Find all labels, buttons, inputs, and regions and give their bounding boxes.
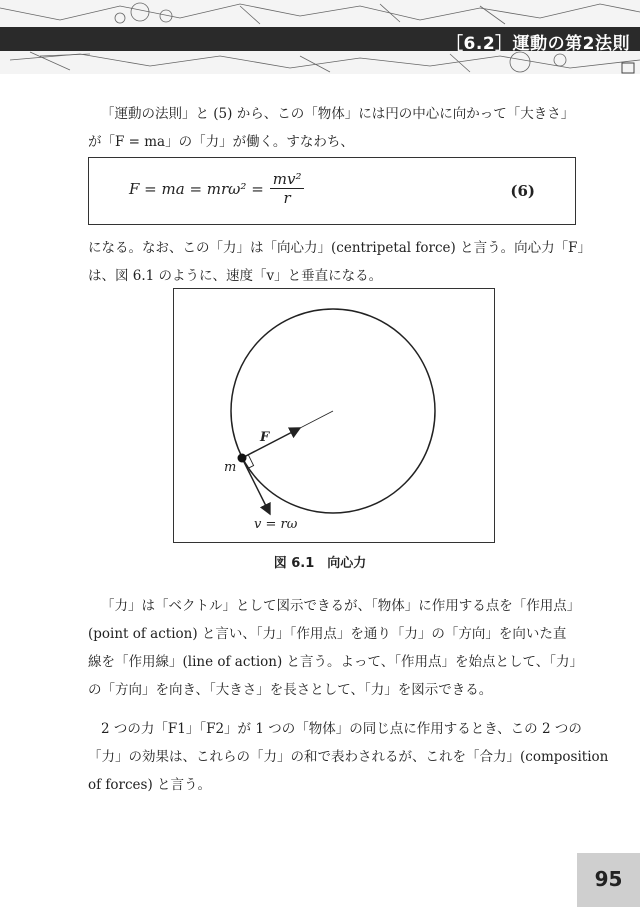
paragraph-2 [88,234,591,290]
force-label: F [260,430,270,445]
equation-fraction [270,170,305,207]
mass-point [238,454,247,463]
paragraph-2-line-1: になる。なお、この「力」は「向心力」(centripetal force) と言う。向心力「F」 [88,240,591,256]
paragraph-3-line-3: 線を「作用線」(line of action) と言う。よって、「作用点」を始点として、「力」 [88,654,583,670]
paragraph-4-line-2: 「力」の効果は、これらの「力」の和で表わされるが、これを「合力」(composition [88,749,609,765]
equation-denominator: r [283,189,291,207]
equation-box [88,157,576,225]
paragraph-3-line-2: (point of action) と言い、「力」「作用点」を通り「力」の「方向」を向いた直 [88,626,567,642]
velocity-label: v = rω [254,517,298,532]
figure-caption: 図 6.1 向心力 [273,556,367,571]
paragraph-3-line-1: 「力」は「ベクトル」として図示できるが、「物体」に作用する点を「作用点」 [101,598,581,614]
paragraph-1-line-2: が「F = ma」の「力」が働く。すなわち、 [88,134,354,150]
equation-number: (6) [510,182,535,200]
page-number: 95 [594,867,623,891]
paragraph-1 [88,100,584,156]
equation-numerator: mv² [270,170,305,189]
paragraph-1-line-1: 「運動の法則」と (5) から、この「物体」には円の中心に向かって「大きさ」 [101,106,575,122]
paragraph-4 [88,715,609,799]
equation [129,170,304,207]
velocity-arrow [242,458,270,514]
equation-lhs: F = ma = mrω² = [129,179,264,198]
mass-label: m [224,460,237,475]
paragraph-4-line-1: 2 つの力「F1」「F2」が 1 つの「物体」の同じ点に作用するとき、この 2 つの [101,721,582,737]
force-arrow [242,428,300,458]
paragraph-4-line-3: of forces) と言う。 [88,777,212,793]
paragraph-2-line-2: は、図 6.1 のように、速度「v」と垂直になる。 [88,268,383,284]
section-title: ［6.2］運動の第2法則 [446,34,630,54]
section-header-bar [0,27,640,54]
paragraph-3 [88,592,584,704]
page-number-tab [577,853,640,907]
figure-6-1 [173,288,495,543]
centripetal-force-diagram [174,289,494,542]
paragraph-3-line-4: の「方向」を向き、「大きさ」を長さとして、「力」を図示できる。 [88,682,493,698]
